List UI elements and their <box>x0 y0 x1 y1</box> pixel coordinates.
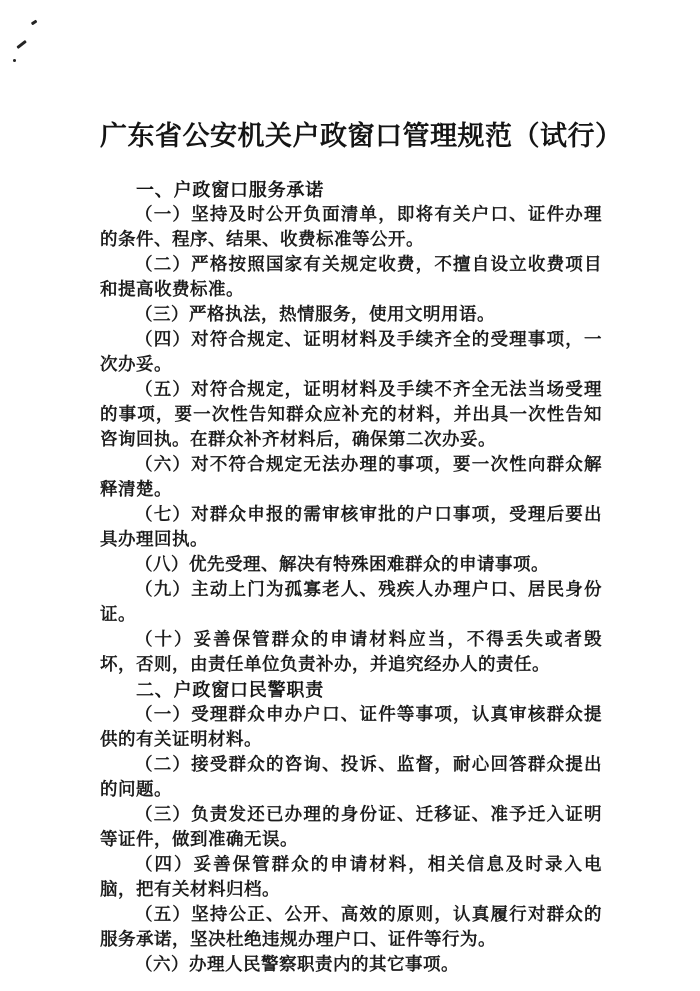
section-heading: 一、户政窗口服务承诺 <box>136 180 324 201</box>
paragraph: （二）接受群众的咨询、投诉、监督，耐心回答群众提出的问题。 <box>100 755 602 800</box>
document-title: 广东省公安机关户政窗口管理规范（试行） <box>100 121 623 152</box>
paragraph: （五）对符合规定，证明材料及手续不齐全无法当场受理的事项，要一次性告知群众应补充的材料，并出具一次性告知咨询回执。在群众补齐材料后，确保第二次办妥。 <box>100 380 602 450</box>
section-heading: 二、户政窗口民警职责 <box>136 680 324 701</box>
paragraph: （八）优先受理、解决有特殊困难群众的申请事项。 <box>135 555 549 575</box>
paragraph: （六）办理人民警察职责内的其它事项。 <box>135 955 459 975</box>
paragraph: （五）坚持公正、公开、高效的原则，认真履行对群众的服务承诺，坚决杜绝违规办理户口、证件等行为。 <box>100 905 602 950</box>
paragraph: （十）妥善保管群众的申请材料应当，不得丢失或者毁坏，否则，由责任单位负责补办，并追究经办人的责任。 <box>100 630 602 675</box>
paragraph: （四）对符合规定、证明材料及手续齐全的受理事项，一次办妥。 <box>100 330 602 375</box>
document-content <box>100 118 623 978</box>
paragraph: （三）严格执法，热情服务，使用文明用语。 <box>135 305 495 325</box>
pen-mark-icon <box>13 59 16 62</box>
paragraph: （一）坚持及时公开负面清单，即将有关户口、证件办理的条件、程序、结果、收费标准等公开。 <box>100 205 602 250</box>
paragraph: （三）负责发还已办理的身份证、迁移证、准予迁入证明等证件，做到准确无误。 <box>100 805 602 850</box>
paragraph: （九）主动上门为孤寡老人、残疾人办理户口、居民身份证。 <box>100 580 602 625</box>
pen-mark-icon <box>31 20 37 25</box>
paragraph: （四）妥善保管群众的申请材料，相关信息及时录入电脑，把有关材料归档。 <box>100 855 602 900</box>
document-body <box>100 178 602 978</box>
paragraph: （一）受理群众申办户口、证件等事项，认真审核群众提供的有关证明材料。 <box>100 705 602 750</box>
paragraph: （六）对不符合规定无法办理的事项，要一次性向群众解释清楚。 <box>100 455 602 500</box>
paragraph: （七）对群众申报的需审核审批的户口事项，受理后要出具办理回执。 <box>100 505 602 550</box>
paragraph: （二）严格按照国家有关规定收费，不擅自设立收费项目和提高收费标准。 <box>100 255 602 300</box>
pen-mark-icon <box>16 40 26 49</box>
